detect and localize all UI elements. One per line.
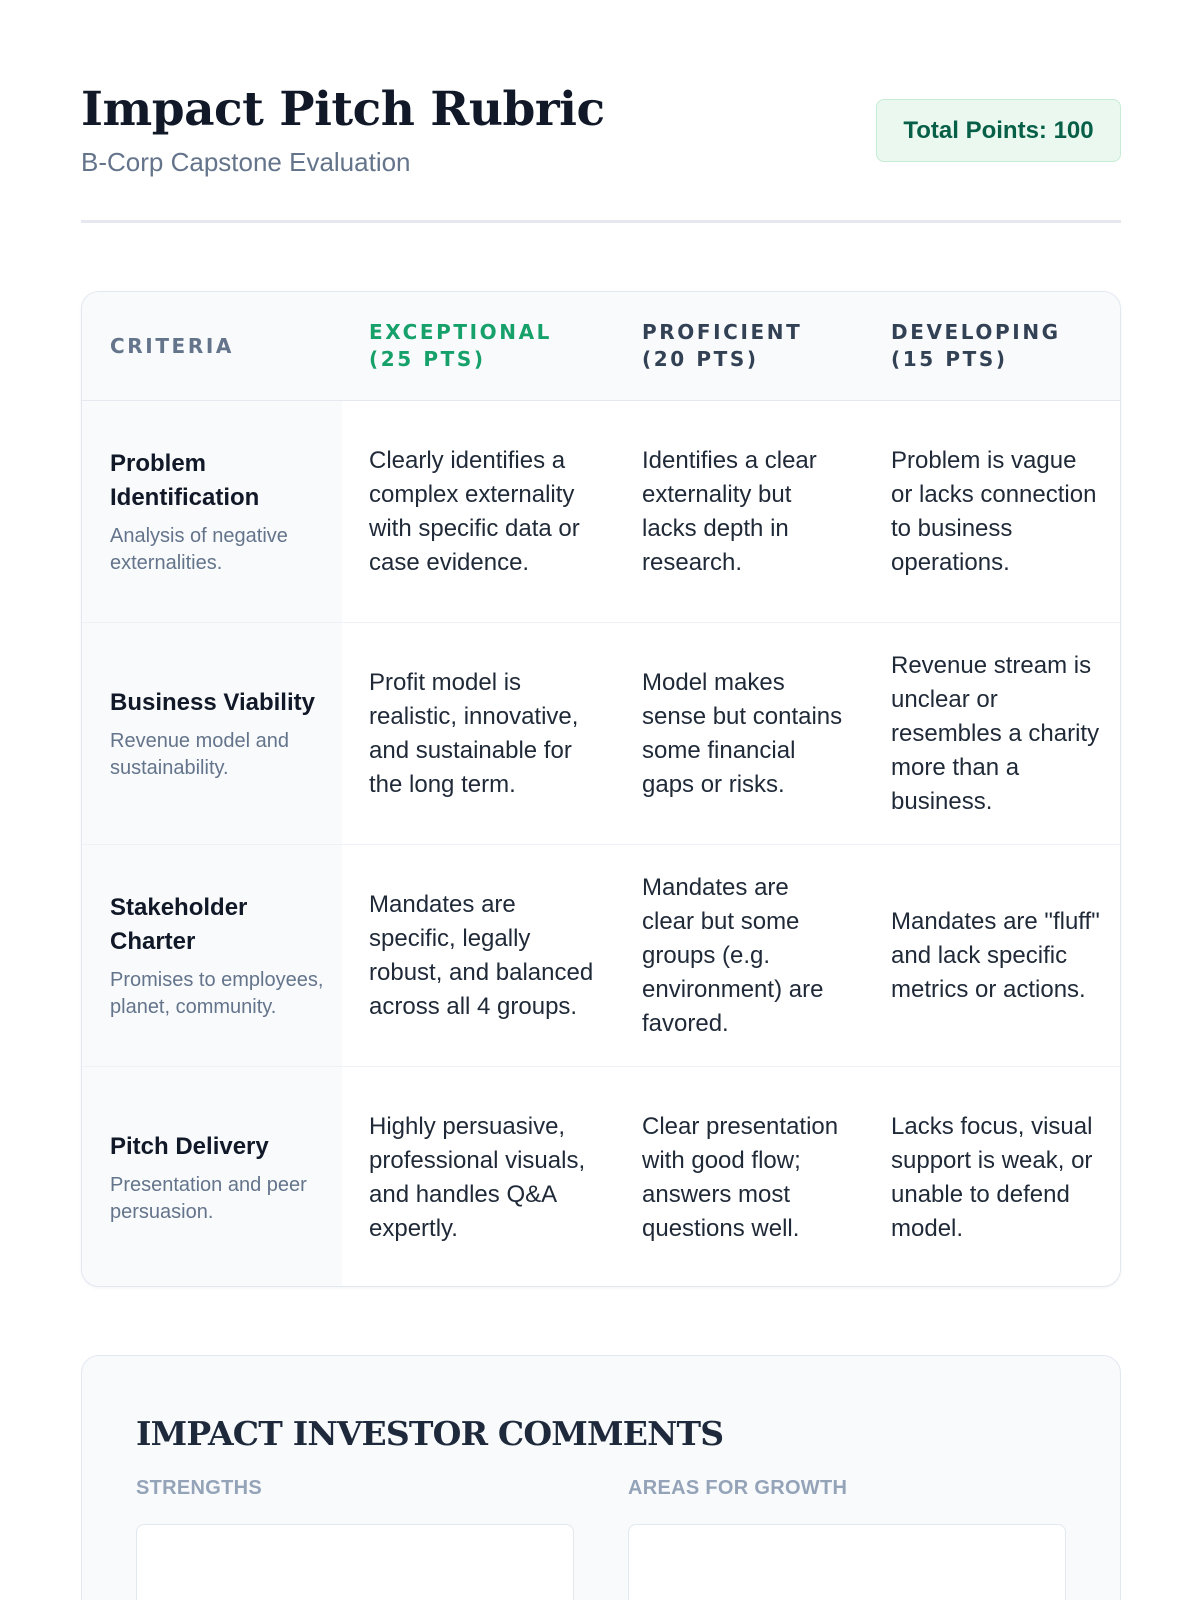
rubric-row-problem-identification	[82, 401, 1120, 623]
total-points-badge: Total Points: 100	[876, 99, 1121, 162]
strengths-label: STRENGTHS	[136, 1477, 263, 1499]
rubric-header-row	[82, 292, 1120, 401]
exceptional-cell: Clearly identifies a complex externality with specific data or case evidence.	[369, 446, 580, 576]
criteria-description: Analysis of negative externalities.	[110, 524, 288, 574]
criteria-name: Stakeholder Charter	[110, 893, 248, 955]
rubric-row-stakeholder-charter	[82, 845, 1120, 1067]
exceptional-cell: Highly persuasive, professional visuals, and handles Q&A expertly.	[369, 1112, 586, 1242]
rubric-table	[81, 291, 1121, 1287]
exceptional-cell: Mandates are specific, legally robust, and balanced across all 4 groups.	[369, 890, 594, 1020]
criteria-name: Problem Identification	[110, 449, 260, 511]
column-header-exceptional: EXCEPTIONAL (25 PTS)	[369, 320, 553, 371]
criteria-name: Business Viability	[110, 688, 315, 716]
growth-textarea[interactable]	[628, 1524, 1066, 1600]
criteria-cell	[82, 845, 342, 1066]
comments-title: IMPACT INVESTOR COMMENTS	[136, 1414, 724, 1453]
page-header	[81, 0, 1121, 223]
developing-cell: Lacks focus, visual support is weak, or unable to defend model.	[891, 1112, 1093, 1242]
investor-comments-panel	[81, 1355, 1121, 1600]
criteria-description: Promises to employees, planet, community.	[110, 968, 324, 1018]
proficient-cell: Clear presentation with good flow; answers most questions well.	[642, 1112, 839, 1242]
rubric-row-pitch-delivery	[82, 1067, 1120, 1287]
criteria-description: Presentation and peer persuasion.	[110, 1173, 307, 1223]
column-header-proficient: PROFICIENT (20 PTS)	[642, 320, 803, 371]
developing-cell: Problem is vague or lacks connection to business operations.	[891, 446, 1097, 576]
proficient-cell: Mandates are clear but some groups (e.g. environment) are favored.	[642, 873, 824, 1037]
page-subtitle: B-Corp Capstone Evaluation	[81, 147, 411, 177]
criteria-cell	[82, 623, 342, 844]
criteria-cell	[82, 401, 342, 622]
column-header-criteria: CRITERIA	[110, 333, 234, 358]
column-header-developing: DEVELOPING (15 PTS)	[891, 320, 1061, 371]
strengths-textarea[interactable]	[136, 1524, 574, 1600]
developing-cell: Mandates are "fluff" and lack specific metrics or actions.	[891, 907, 1100, 1003]
exceptional-cell: Profit model is realistic, innovative, and sustainable for the long term.	[369, 668, 579, 798]
growth-label: AREAS FOR GROWTH	[628, 1477, 848, 1499]
criteria-description: Revenue model and sustainability.	[110, 729, 290, 779]
proficient-cell: Model makes sense but contains some financial gaps or risks.	[642, 668, 843, 798]
developing-cell: Revenue stream is unclear or resembles a charity more than a business.	[891, 651, 1100, 815]
proficient-cell: Identifies a clear externality but lacks depth in research.	[642, 446, 817, 576]
criteria-cell	[82, 1067, 342, 1287]
criteria-name: Pitch Delivery	[110, 1132, 269, 1160]
rubric-page	[81, 0, 1121, 1499]
rubric-row-business-viability	[82, 623, 1120, 845]
page-title: Impact Pitch Rubric	[81, 82, 605, 137]
